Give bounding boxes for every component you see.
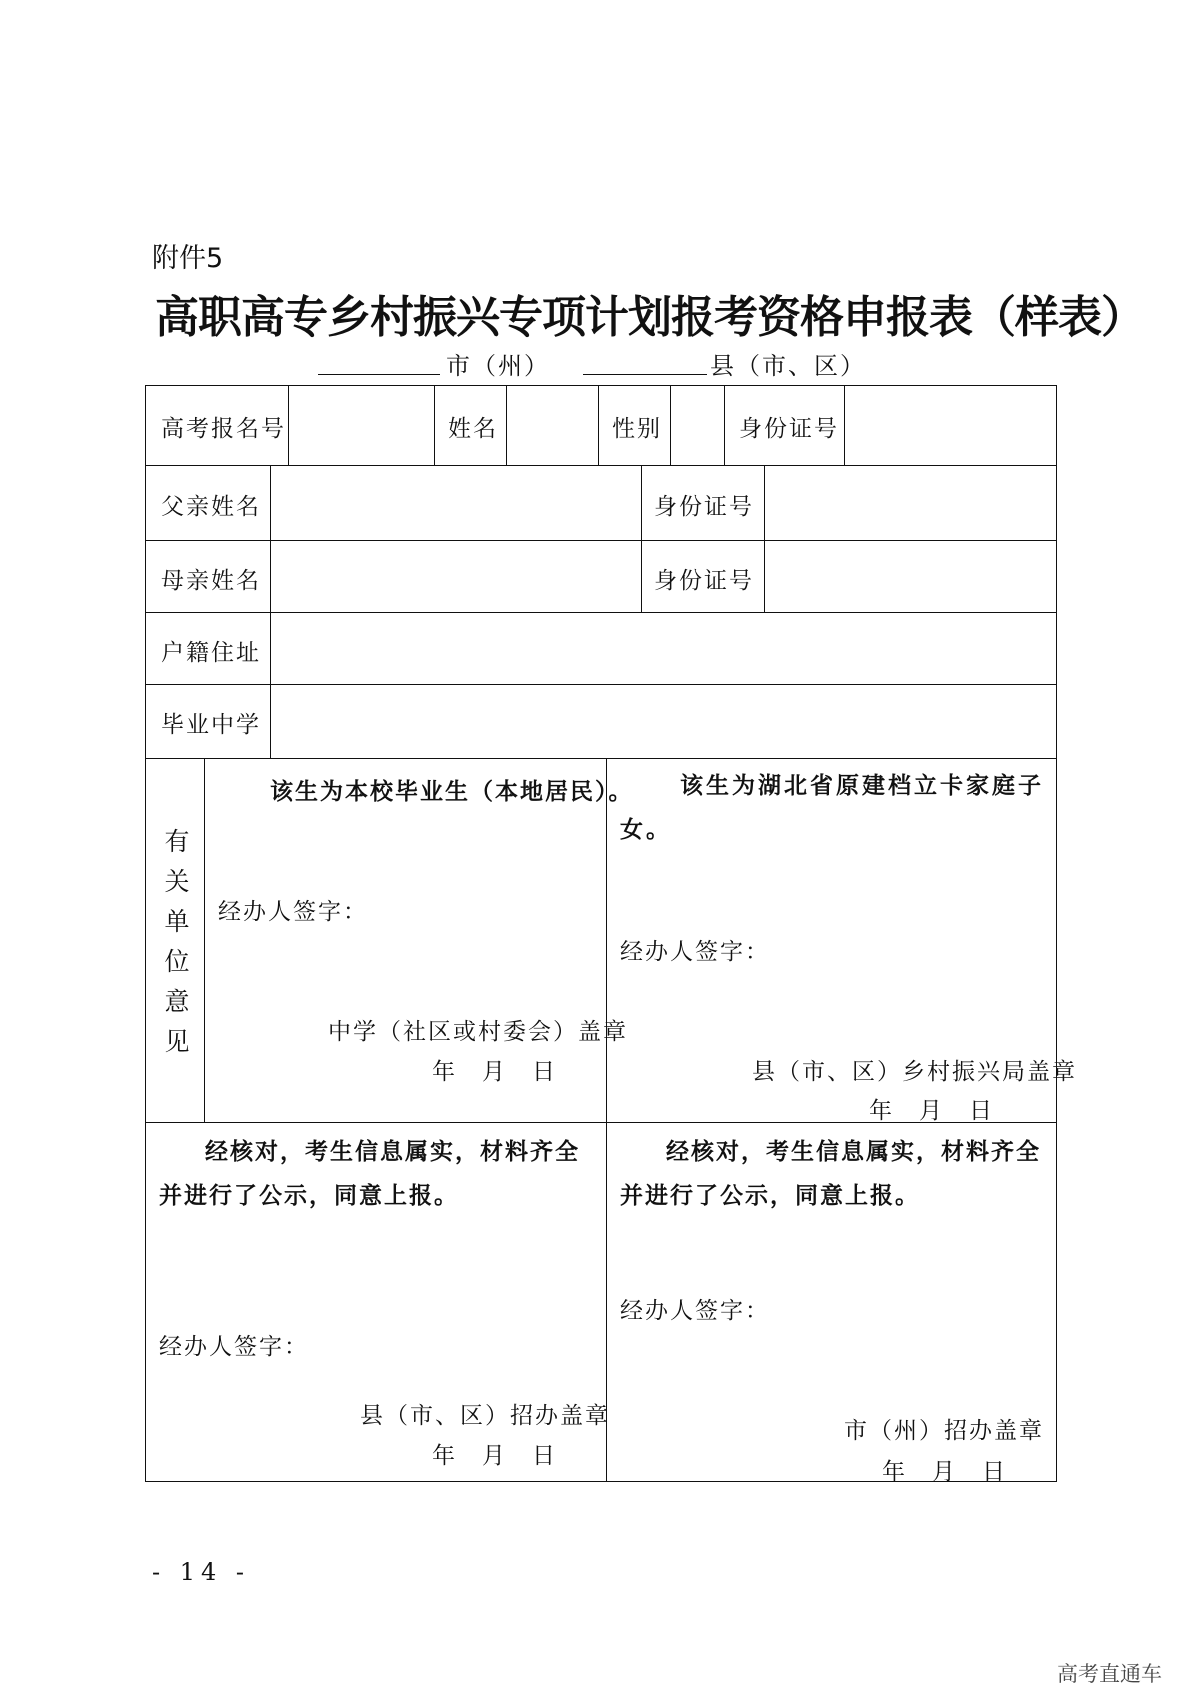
exam-id-label: 高考报名号 <box>161 416 286 442</box>
table-rule <box>670 385 671 465</box>
poverty-signer-label: 经办人签字： <box>620 939 770 965</box>
school-stamp-label: 中学（社区或村委会）盖章 <box>328 1019 628 1045</box>
father-id-label: 身份证号 <box>654 494 754 520</box>
father-name-label: 父亲姓名 <box>161 494 261 520</box>
poverty-date: 年 月 日 <box>869 1098 994 1124</box>
poverty-stamp-label: 县（市、区）乡村振兴局盖章 <box>752 1059 1077 1085</box>
county-label: 县（市、区） <box>710 352 866 380</box>
gender-label: 性别 <box>612 416 662 442</box>
table-rule <box>598 385 599 465</box>
watermark: 高考直通车 <box>1057 1662 1162 1686</box>
table-rule <box>145 684 1057 685</box>
table-rule <box>145 758 1057 759</box>
side-char: 关 <box>164 867 190 896</box>
school-label: 毕业中学 <box>161 712 261 738</box>
city-stamp-label: 市（州）招办盖章 <box>844 1418 1044 1444</box>
school-date: 年 月 日 <box>432 1059 557 1085</box>
city-date: 年 月 日 <box>882 1459 1007 1485</box>
table-rule <box>844 385 845 465</box>
school-statement: 该生为本校毕业生（本地居民）。 <box>270 778 634 805</box>
county-review-statement: 经核对，考生信息属实，材料齐全并进行了公示，同意上报。 <box>159 1138 580 1209</box>
table-rule <box>288 385 289 465</box>
address-label: 户籍住址 <box>161 640 261 666</box>
poverty-statement: 该生为湖北省原建档立卡家庭子女。 <box>620 772 1044 843</box>
page-title: 高职高专乡村振兴专项计划报考资格申报表（样表） <box>155 292 1144 343</box>
school-signer-label: 经办人签字： <box>218 899 368 925</box>
city-label: 市（州） <box>446 352 550 380</box>
side-char: 位 <box>164 947 190 976</box>
side-char: 见 <box>164 1027 190 1056</box>
table-rule <box>641 465 642 612</box>
county-blank-line <box>583 374 707 375</box>
table-rule <box>1056 385 1057 1482</box>
side-char: 意 <box>164 987 190 1016</box>
table-rule <box>145 385 146 1482</box>
attachment-label: 附件5 <box>152 243 224 274</box>
opinion-side-label <box>160 822 194 1062</box>
table-rule <box>145 540 1057 541</box>
page-number: - 14 - <box>152 1558 251 1586</box>
table-rule <box>724 385 725 465</box>
city-blank-line <box>318 374 440 375</box>
name-label: 姓名 <box>448 416 498 442</box>
table-rule <box>270 465 271 758</box>
table-rule <box>506 385 507 465</box>
table-rule <box>204 758 205 1122</box>
city-review-statement: 经核对，考生信息属实，材料齐全并进行了公示，同意上报。 <box>620 1138 1041 1209</box>
side-char: 有 <box>164 827 190 856</box>
table-rule <box>606 758 607 1481</box>
table-rule <box>145 465 1057 466</box>
table-rule <box>434 385 435 465</box>
county-signer-label: 经办人签字： <box>159 1334 309 1360</box>
county-date: 年 月 日 <box>432 1443 557 1469</box>
mother-name-label: 母亲姓名 <box>161 568 261 594</box>
mother-id-label: 身份证号 <box>654 568 754 594</box>
county-stamp-label: 县（市、区）招办盖章 <box>360 1403 610 1429</box>
table-rule <box>764 465 765 612</box>
table-rule <box>145 385 1057 386</box>
table-rule <box>145 612 1057 613</box>
city-signer-label: 经办人签字： <box>620 1298 770 1324</box>
id-number-label: 身份证号 <box>739 416 839 442</box>
side-char: 单 <box>164 907 190 936</box>
